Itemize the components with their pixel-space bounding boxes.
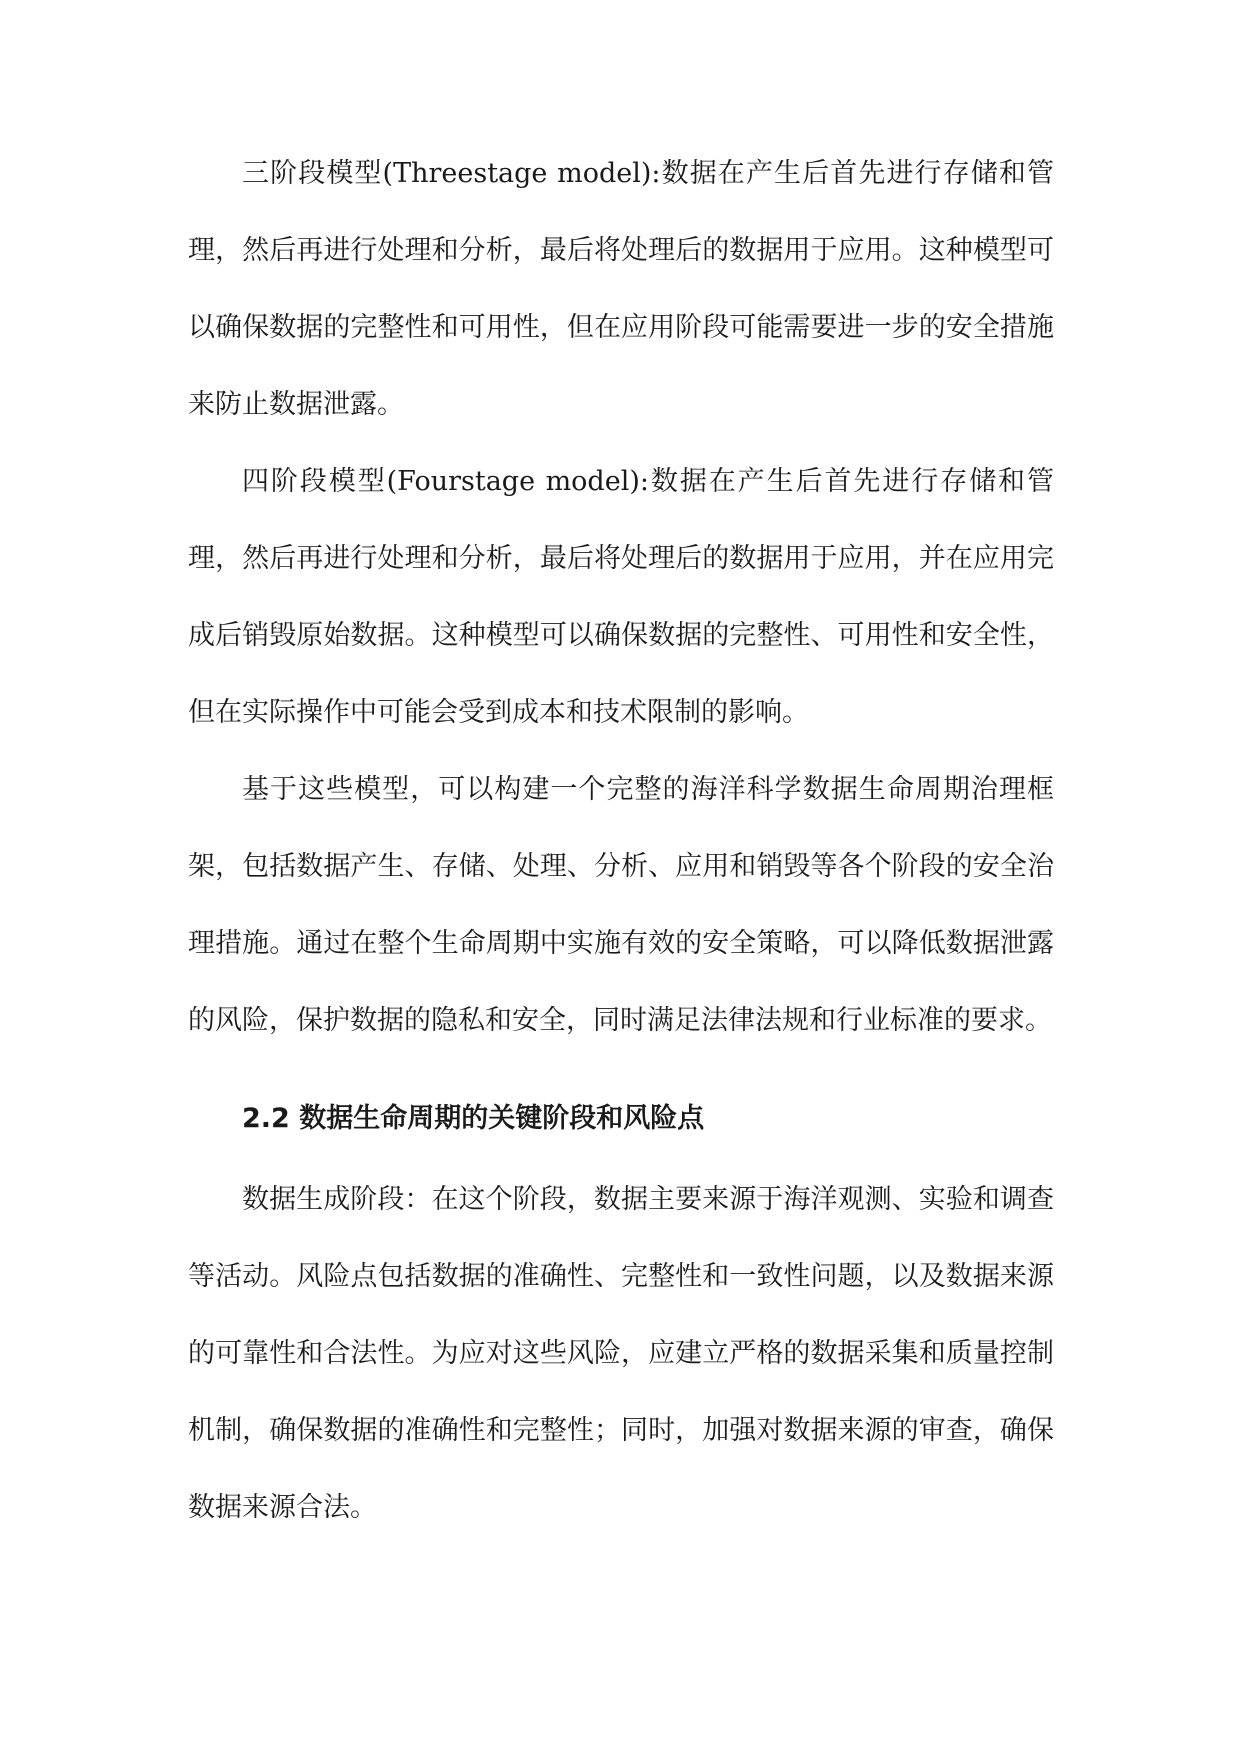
- paragraph-three-stage-model: 三阶段模型(Threestage model):数据在产生后首先进行存储和管理，然后再进行处理和分析，最后将处理后的数据用于应用。这种模型可以确保数据的完整性和可用性，但在应用阶段可能需要进一步的安全措施来防止数据泄露。: [188, 158, 1054, 420]
- paragraph-data-generation-stage: 数据生成阶段：在这个阶段，数据主要来源于海洋观测、实验和调查等活动。风险点包括数据的准确性、完整性和一致性问题，以及数据来源的可靠性和合法性。为应对这些风险，应建立严格的数据采集和质量控制机制，确保数据的准确性和完整性；同时，加强对数据来源的审查，确保数据来源合法。: [188, 1184, 1054, 1523]
- section-heading: 2.2 数据生命周期的关键阶段和风险点: [242, 1103, 705, 1134]
- document-body: [188, 135, 1054, 1546]
- paragraph-governance-framework: 基于这些模型，可以构建一个完整的海洋科学数据生命周期治理框架，包括数据产生、存储、处理、分析、应用和销毁等各个阶段的安全治理措施。通过在整个生命周期中实施有效的安全策略，可以降低数据泄露的风险，保护数据的隐私和安全，同时满足法律法规和行业标准的要求。: [188, 774, 1054, 1036]
- paragraph-four-stage-model: 四阶段模型(Fourstage model):数据在产生后首先进行存储和管理，然后再进行处理和分析，最后将处理后的数据用于应用，并在应用完成后销毁原始数据。这种模型可以确保数据的完整性、可用性和安全性，但在实际操作中可能会受到成本和技术限制的影响。: [188, 466, 1054, 728]
